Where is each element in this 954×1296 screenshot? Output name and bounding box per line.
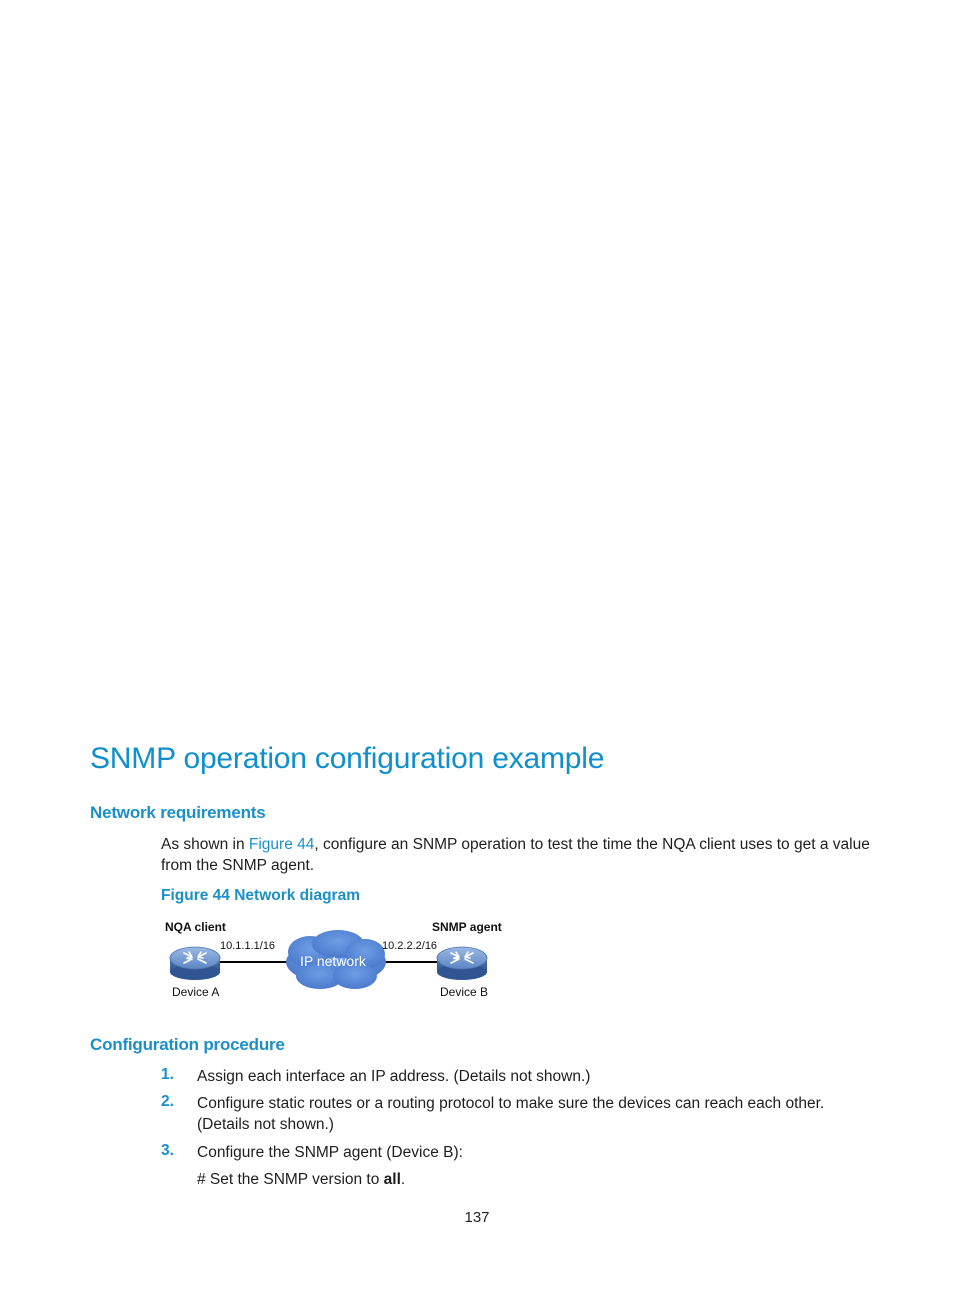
page-title: SNMP operation configuration example bbox=[90, 742, 605, 775]
step-text-3: Configure the SNMP agent (Device B): bbox=[197, 1144, 463, 1161]
nqa-client-label: NQA client bbox=[165, 920, 226, 934]
note-keyword: all bbox=[383, 1171, 401, 1188]
step-number-3: 3. bbox=[161, 1142, 174, 1159]
step-text-2: Configure static routes or a routing protocol to make sure the devices can reach each other. (Details not shown.) bbox=[197, 1095, 825, 1133]
network-diagram bbox=[160, 914, 520, 1006]
router-icon-device-a bbox=[170, 947, 220, 980]
page-number: 137 bbox=[464, 1209, 490, 1226]
cloud-label: IP network bbox=[300, 953, 366, 969]
agent-ip-label: 10.2.2.2/16 bbox=[382, 940, 438, 952]
snmp-agent-label: SNMP agent bbox=[432, 920, 502, 934]
section-heading-network-requirements: Network requirements bbox=[90, 803, 266, 822]
requirements-text-after: , configure an SNMP operation to test the time the NQA client uses to get a value from the SNMP agent. bbox=[161, 836, 870, 874]
device-a-label: Device A bbox=[172, 985, 220, 999]
router-icon-device-b bbox=[437, 947, 487, 980]
client-ip-label: 10.1.1.1/16 bbox=[220, 940, 276, 952]
note-suffix: . bbox=[400, 1171, 406, 1188]
section-heading-configuration-procedure: Configuration procedure bbox=[90, 1035, 285, 1054]
figure-caption: Figure 44 Network diagram bbox=[161, 887, 360, 904]
step-text-1: Assign each interface an IP address. (Details not shown.) bbox=[197, 1068, 591, 1085]
note-prefix: # Set the SNMP version to bbox=[197, 1171, 384, 1188]
step-number-2: 2. bbox=[161, 1093, 174, 1110]
device-b-label: Device B bbox=[440, 985, 489, 999]
step-note bbox=[197, 1169, 867, 1190]
requirements-paragraph bbox=[161, 834, 871, 876]
step-number-1: 1. bbox=[161, 1066, 174, 1083]
requirements-text-before: As shown in bbox=[161, 836, 249, 853]
figure-link[interactable]: Figure 44 bbox=[248, 836, 315, 853]
